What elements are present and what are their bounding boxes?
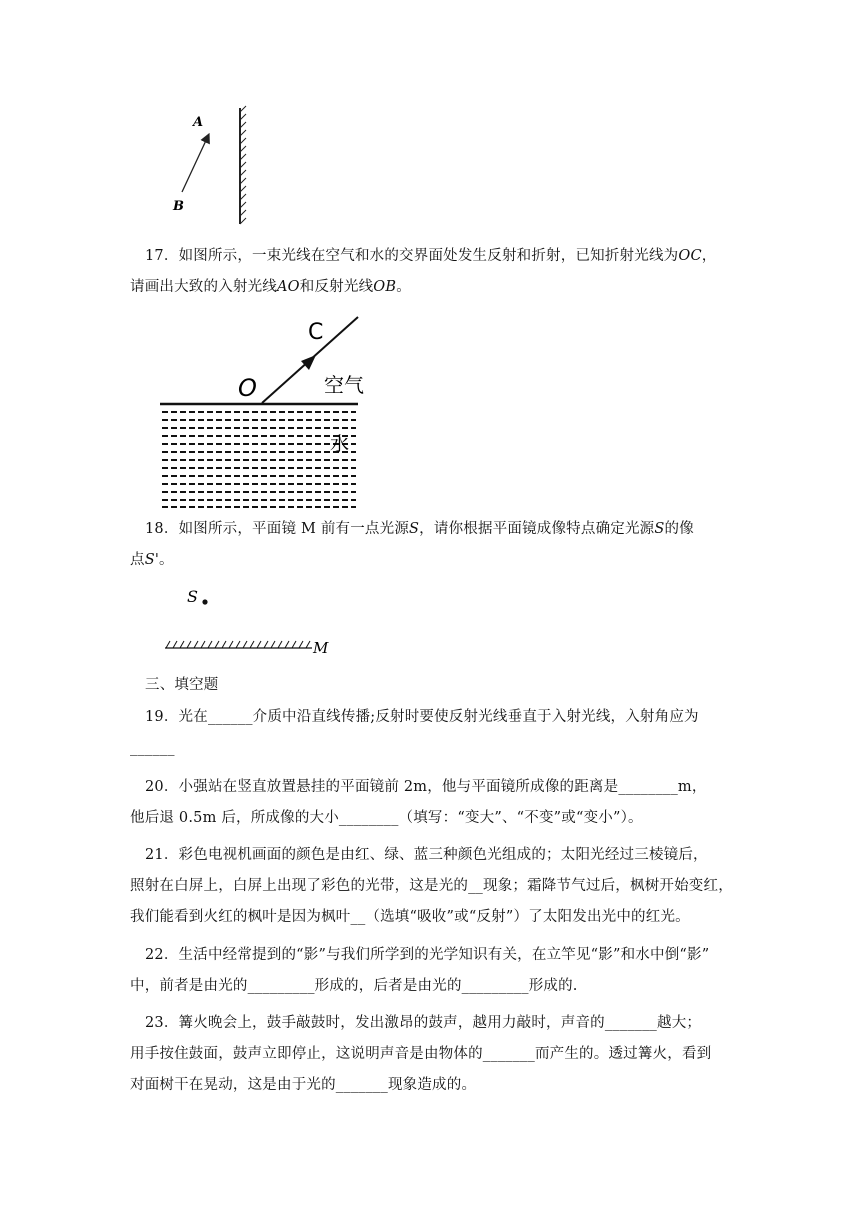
q18-s-prime: S' bbox=[144, 552, 160, 568]
q17-ao: AO bbox=[277, 279, 300, 295]
label-a: A bbox=[193, 115, 204, 130]
question-20 bbox=[130, 772, 732, 834]
label-b: B bbox=[173, 199, 184, 214]
q17-end: 。 bbox=[396, 279, 411, 295]
q23-line-3: 对面树干在晃动，这是由于光的_______现象造成的。 bbox=[130, 1077, 477, 1093]
q18-text-1a: 如图所示，平面镜 M 前有一点光源 bbox=[178, 521, 410, 537]
q17-ob: OB bbox=[373, 279, 397, 295]
q23-line-2: 用手按住鼓面，鼓声立即停止，这说明声音是由物体的_______而产生的。透过篝火，看到 bbox=[130, 1046, 712, 1062]
q20-line-2: 他后退 0.5m 后，所成像的大小________（填写：“变大”、“不变”或“变小”）。 bbox=[130, 810, 643, 826]
q17-text-2a: 请画出大致的入射光线 bbox=[130, 279, 277, 295]
point-source-dot bbox=[202, 599, 207, 604]
ray-arrowhead bbox=[301, 355, 316, 370]
q17-text-1: 如图所示，一束光线在空气和水的交界面处发生反射和折射，已知折射光线为 bbox=[178, 248, 679, 264]
question-22 bbox=[130, 940, 732, 1002]
q22-line-2: 中，前者是由光的_________形成的，后者是由光的_________形成的. bbox=[130, 978, 578, 994]
q18-number: 18． bbox=[145, 521, 179, 537]
figure-point-source-mirror bbox=[160, 582, 340, 658]
q23-line-1: 23．篝火晚会上，鼓手敲鼓时，发出激昂的鼓声，越用力敲时，声音的_______越大； bbox=[145, 1015, 702, 1031]
q18-end: 。 bbox=[159, 552, 174, 568]
section-3-title: 三、填空题 bbox=[145, 677, 219, 693]
section-3-heading bbox=[130, 670, 732, 701]
q20-line-1: 20．小强站在竖直放置悬挂的平面镜前 2m，他与平面镜所成像的距离是________m， bbox=[145, 779, 707, 795]
figure-mirror-ray-ab bbox=[160, 100, 270, 230]
label-air: 空气 bbox=[324, 373, 364, 397]
question-18 bbox=[130, 514, 732, 576]
water-dashes bbox=[162, 412, 356, 507]
q18-text-1b: ，请你根据平面镜成像特点确定光源 bbox=[419, 521, 655, 537]
q21-line-1: 21．彩色电视机画面的颜色是由红、绿、蓝三种颜色光组成的；太阳光经过三棱镜后， bbox=[145, 847, 708, 863]
q18-text-1c: 的像 bbox=[664, 521, 694, 537]
q18-s1: S bbox=[409, 521, 420, 537]
q18-s2: S bbox=[654, 521, 665, 537]
label-o: O bbox=[238, 374, 257, 402]
q18-text-2a: 点 bbox=[130, 552, 145, 568]
label-m: M bbox=[313, 639, 329, 657]
label-c: C bbox=[308, 320, 324, 345]
ray-ab bbox=[182, 134, 209, 192]
q22-line-1: 22．生活中经常提到的“影”与我们所学到的光学知识有关，在立竿见“影”和水中倒“影” bbox=[145, 947, 710, 963]
question-21 bbox=[130, 840, 732, 933]
q17-text-2b: 和反射光线 bbox=[299, 279, 374, 295]
question-23 bbox=[130, 1008, 732, 1101]
label-s: S bbox=[187, 587, 198, 606]
q19-line-2: ______ bbox=[130, 740, 175, 756]
q17-comma: ， bbox=[701, 248, 717, 264]
q17-number: 17． bbox=[145, 248, 179, 264]
label-water: 水 bbox=[330, 433, 350, 455]
q21-line-3: 我们能看到火红的枫叶是因为枫叶__（选填“吸收”或“反射”）了太阳发出光中的红光。 bbox=[130, 909, 690, 925]
mirror-m-hatching bbox=[166, 641, 310, 648]
question-19 bbox=[130, 702, 732, 764]
question-17 bbox=[130, 241, 732, 303]
figure-air-water-interface bbox=[158, 308, 378, 513]
q19-line-1: 19．光在______介质中沿直线传播;反射时要使反射光线垂直于入射光线，入射角应为 bbox=[145, 709, 699, 725]
q17-oc: OC bbox=[678, 248, 702, 264]
q21-line-2: 照射在白屏上，白屏上出现了彩色的光带，这是光的__现象；霜降节气过后，枫树开始变红， bbox=[130, 878, 733, 894]
